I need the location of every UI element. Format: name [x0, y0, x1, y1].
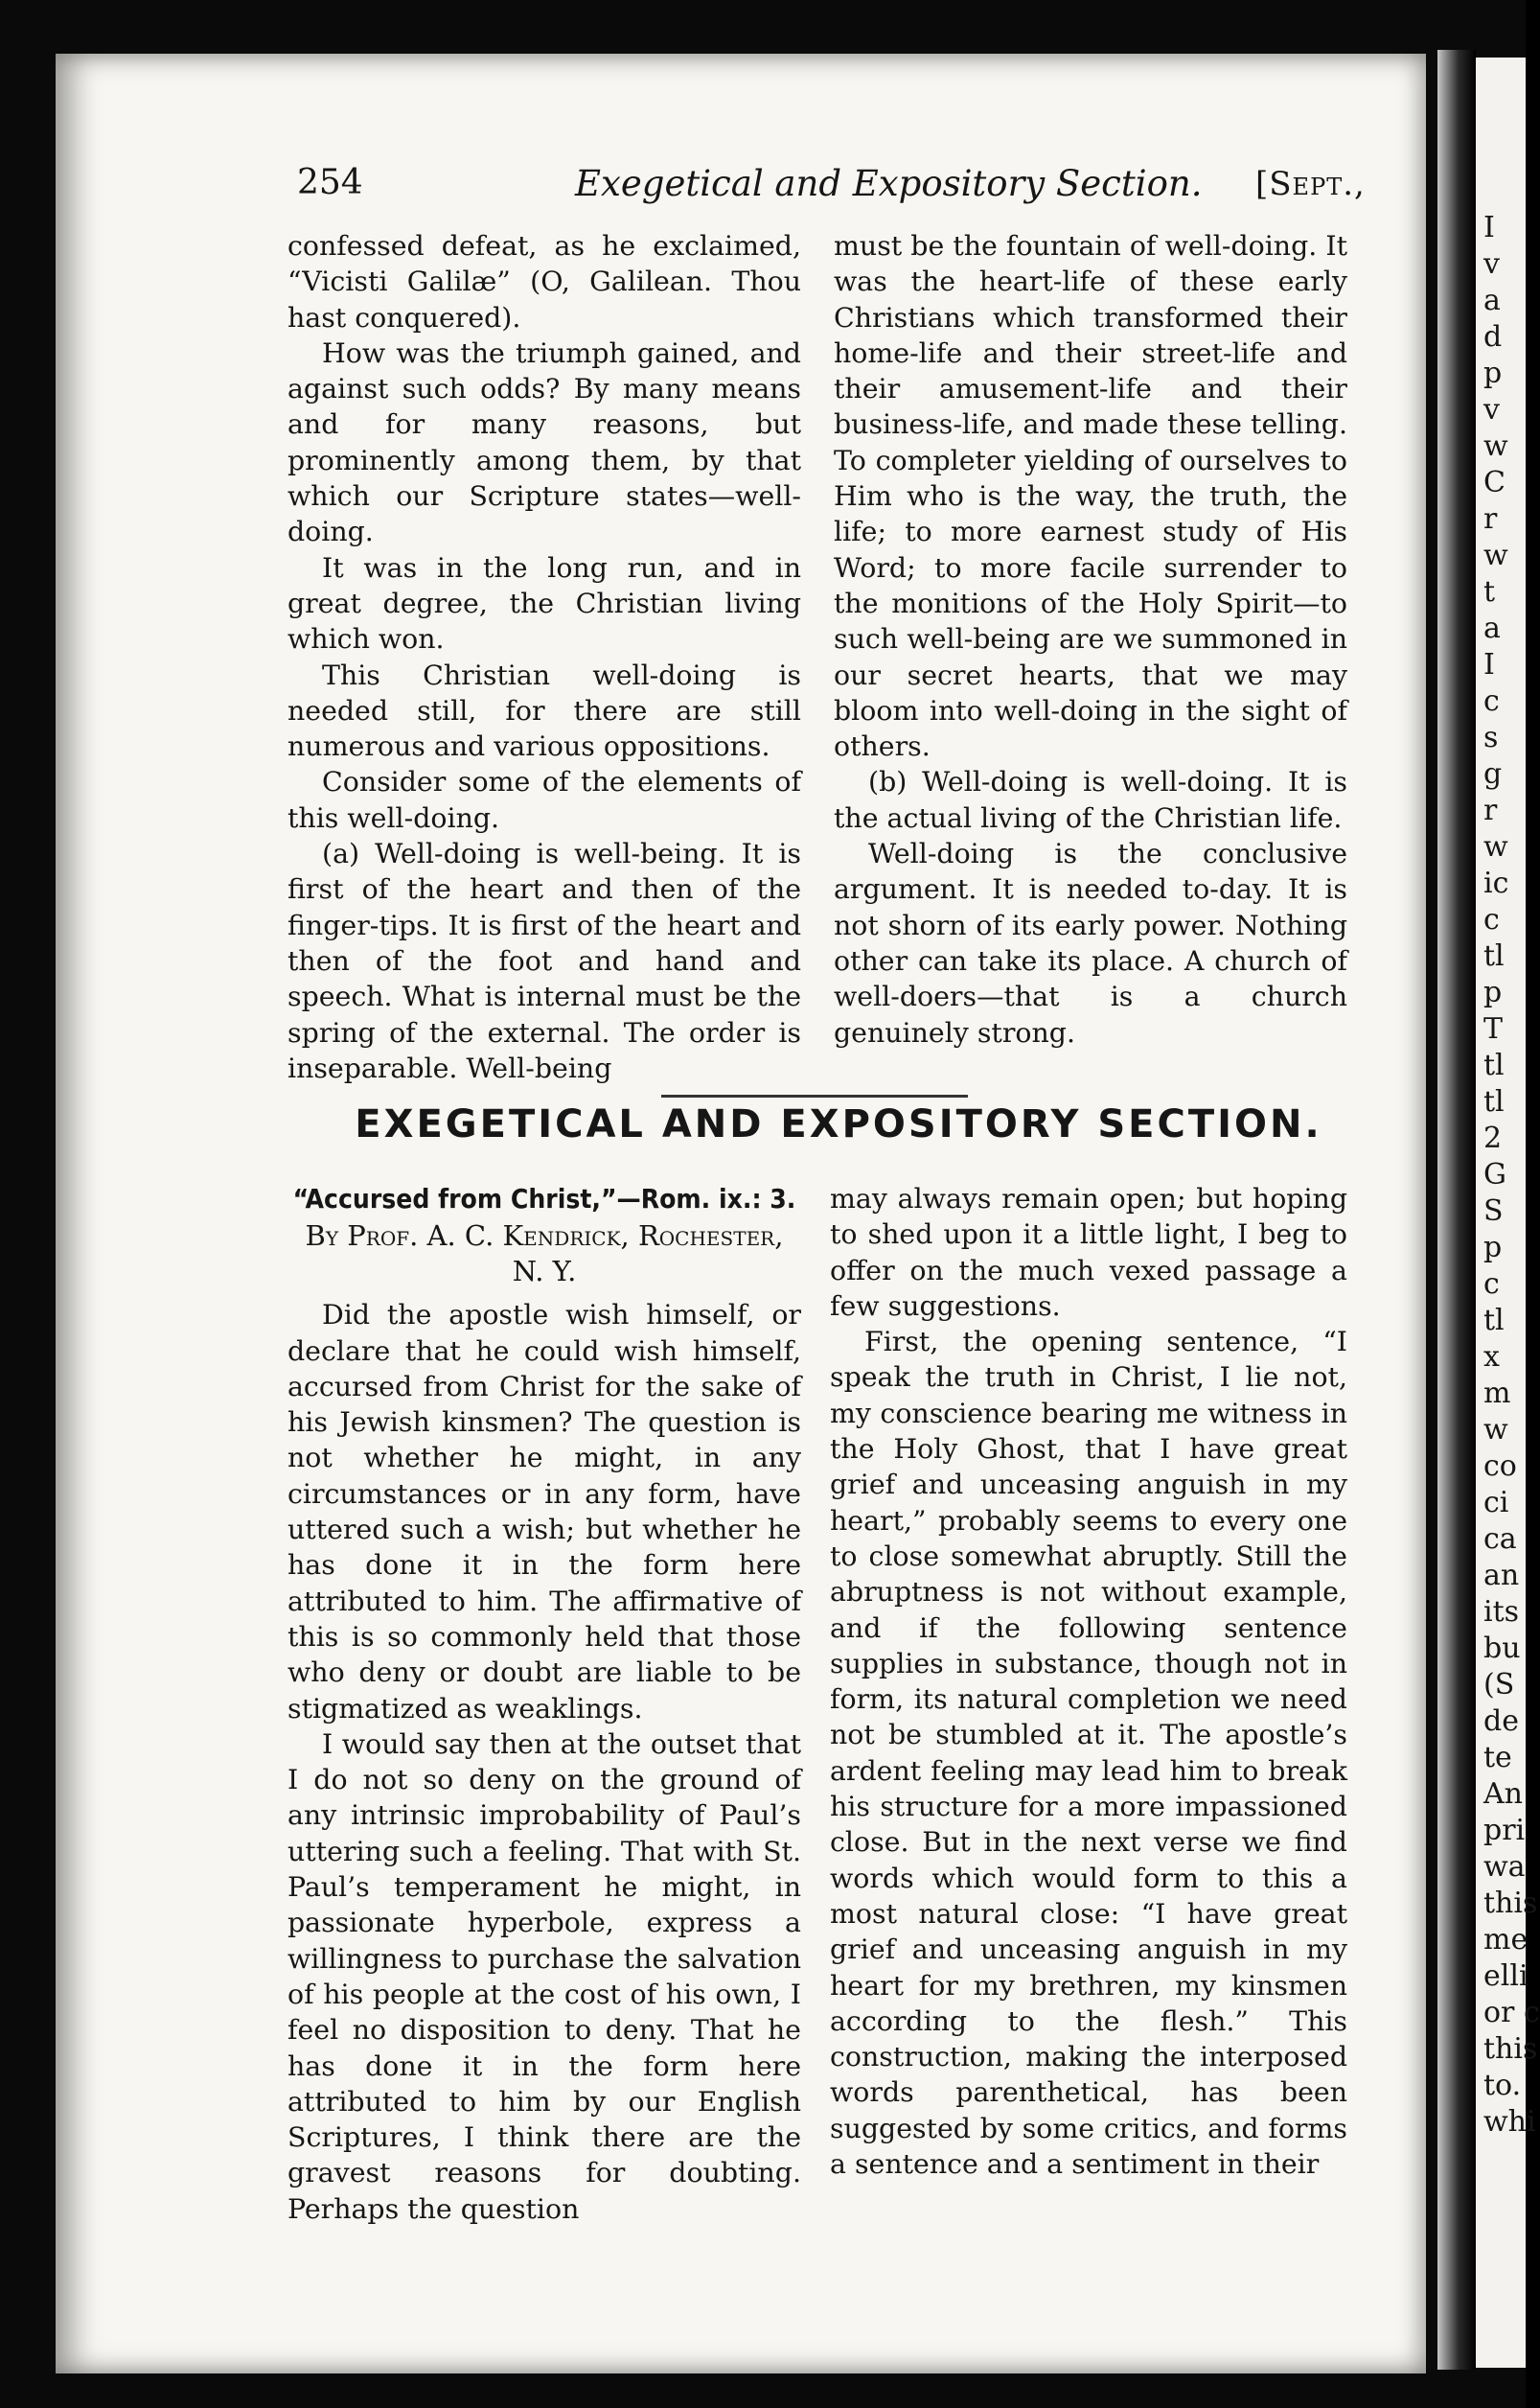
section-heading: EXEGETICAL AND EXPOSITORY SECTION.: [355, 1102, 1322, 1146]
facing-page-fragment: d: [1483, 320, 1503, 354]
facing-page-fragment: c: [1483, 684, 1500, 718]
column-top-left: [287, 228, 801, 1086]
facing-page-fragment: wa: [1483, 1850, 1526, 1884]
facing-page-fragment: or c: [1483, 1996, 1540, 2029]
facing-page-fragment: me: [1483, 1923, 1529, 1956]
paragraph: Well-doing is the conclusive argument. It is needed to-day. It is not shorn of its early power. Nothing other can take its place. A church of well-doers—that is a church genuinely strong.: [834, 838, 1347, 1049]
paragraph: confessed defeat, as he exclaimed, “Vicisti Galilæ” (O, Galilean. Thou hast conquered).: [287, 230, 801, 334]
facing-page-fragment: this: [1483, 2032, 1538, 2066]
facing-page-fragment: 2: [1483, 1122, 1503, 1155]
facing-page-fragment: An: [1483, 1777, 1523, 1811]
page-number: 254: [297, 163, 363, 202]
paragraph: This Christian well-doing is needed still, for there are still numerous and various oppositions.: [287, 659, 801, 763]
facing-page-fragment: tl: [1483, 1085, 1505, 1119]
facing-page-fragment: w: [1483, 830, 1508, 864]
paragraph: (a) Well-doing is well-being. It is first of the heart and then of the finger-tips. It is first of the heart and then of the foot and hand and speech. What is internal must be the spring of the external. The order is inseparable. Well-being: [287, 838, 801, 1084]
facing-page-fragment: c: [1483, 1267, 1500, 1301]
facing-page-fragment: w: [1483, 1413, 1508, 1447]
page-header: [297, 163, 1380, 220]
facing-page-fragment: elli: [1483, 1959, 1529, 1993]
facing-page-fragment: s: [1483, 721, 1499, 754]
facing-page-fragment: ci: [1483, 1486, 1509, 1519]
facing-page-fragment: x: [1483, 1340, 1500, 1374]
facing-page-fragment: S: [1483, 1194, 1504, 1228]
facing-page-fragment: bu: [1483, 1632, 1521, 1665]
paragraph: It was in the long run, and in great degree, the Christian living which won.: [287, 551, 801, 656]
column-bottom-right: [830, 1181, 1347, 2182]
facing-page-fragment: g: [1483, 757, 1503, 791]
facing-page-fragment: co: [1483, 1449, 1517, 1483]
article-title: “Accursed from Christ,”—Rom. ix.: 3.: [292, 1183, 796, 1215]
facing-page-fragment: te: [1483, 1741, 1512, 1774]
running-title: Exegetical and Expository Section.: [575, 163, 1203, 204]
facing-page-fragment: pri: [1483, 1814, 1526, 1847]
facing-page-fragment: p: [1483, 1231, 1503, 1264]
column-top-right: [834, 228, 1347, 1051]
facing-page-fragment: whi: [1483, 2105, 1536, 2139]
facing-page-fragment: w: [1483, 429, 1508, 463]
paragraph: How was the triumph gained, and against such odds? By many means and for many reasons, but prominently among them, by that which our Scripture states—well-doing.: [287, 336, 801, 548]
facing-page-fragment: to.: [1483, 2069, 1522, 2102]
facing-page-fragment: t: [1483, 575, 1496, 609]
facing-page-fragment: ic: [1483, 867, 1509, 900]
paragraph: First, the opening sentence, “I speak the truth in Christ, I lie not, my conscience bearing me witness in the Holy Ghost, that I have great grief and unceasing anguish in my heart,” probably seems to every one to close somewhat abruptly. Still the abruptness is not without example, and if the following sentence supplies in substance, though not in form, its natural completion we need not be stumbled at it. The apostle’s ardent feeling may lead him to break his structure for a more impassioned close. But in the next verse we find words which would form to this a most natural close: “I have great grief and unceasing anguish in my heart for my brethren, my kinsmen according to the flesh.” This construction, making the interposed words parenthetical, has been suggested by some critics, and forms a sentence and a sentiment in their: [830, 1326, 1347, 2181]
facing-page-fragment: c: [1483, 903, 1500, 937]
facing-page-fragment: ca: [1483, 1522, 1517, 1556]
book-gutter: [1437, 50, 1476, 2370]
paragraph: Did the apostle wish himself, or declare that he could wish himself, accursed from Christ for the sake of his Jewish kinsmen? The question is not whether he might, in any circumstances or in any form, have uttered such a wish; but whether he has done it in the form here attributed to him. The affirmative of this is so commonly held that those who deny or doubt are liable to be stigmatized as weaklings.: [287, 1299, 801, 1725]
facing-page-fragment: a: [1483, 612, 1501, 645]
facing-page-fragment: r: [1483, 502, 1498, 536]
facing-page-fragment: tl: [1483, 939, 1505, 973]
facing-page-fragment: tl: [1483, 1304, 1505, 1337]
article-byline: By Prof. A. C. Kendrick, Rochester, N. Y.: [305, 1219, 784, 1288]
facing-page-fragment: tl: [1483, 1049, 1505, 1082]
facing-page-edge: [1476, 58, 1540, 2368]
facing-page-fragment: m: [1483, 1377, 1511, 1410]
facing-page-fragment: de: [1483, 1704, 1519, 1738]
section-rule: [661, 1095, 968, 1098]
paragraph: must be the fountain of well-doing. It was the heart-life of these early Christians which transformed their home-life and their street-life and their amusement-life and their business-life, and made these telling. To completer yielding of ourselves to Him who is the way, the truth, the life; to more earnest study of His Word; to more facile surrender to the monitions of the Holy Spirit—to such well-being are we summoned in our secret hearts, that we may bloom into well-doing in the sight of others.: [834, 230, 1347, 763]
facing-page-fragment: this: [1483, 1887, 1538, 1920]
facing-page-fragment: an: [1483, 1559, 1520, 1592]
facing-page-fragment: w: [1483, 539, 1508, 572]
paragraph: I would say then at the outset that I do not so deny on the ground of any intrinsic improbability of Paul’s uttering such a feeling. That with St. Paul’s temperament he might, in passionate hyperbole, express a willingness to purchase the salvation of his people at the cost of his own, I feel no disposition to deny. That he has done it in the form here attributed to him by our English Scriptures, I think there are the gravest reasons for doubting. Perhaps the question: [287, 1727, 801, 2225]
paragraph: Consider some of the elements of this well-doing.: [287, 766, 801, 834]
facing-page-fragment: v: [1483, 247, 1500, 281]
column-bottom-left: [287, 1181, 801, 2227]
facing-page-fragment: p: [1483, 357, 1503, 390]
facing-page-fragment: p: [1483, 976, 1503, 1009]
facing-page-fragment: its: [1483, 1595, 1520, 1629]
paragraph: (b) Well-doing is well-doing. It is the actual living of the Christian life.: [834, 766, 1347, 834]
facing-page-fragment: G: [1483, 1158, 1506, 1192]
facing-page-fragment: T: [1483, 1012, 1504, 1046]
running-month: [Sept.,: [1255, 165, 1366, 203]
facing-page-fragment: a: [1483, 284, 1501, 317]
facing-page-fragment: I: [1483, 648, 1495, 682]
paragraph: may always remain open; but hoping to shed upon it a little light, I beg to offer on the much vexed passage a few suggestions.: [830, 1183, 1347, 1322]
facing-page-fragment: v: [1483, 393, 1500, 427]
facing-page-fragment: C: [1483, 466, 1506, 499]
facing-page-fragment: r: [1483, 794, 1498, 827]
facing-page-fragment: I: [1483, 211, 1495, 244]
facing-page-fragment: (S: [1483, 1668, 1515, 1702]
